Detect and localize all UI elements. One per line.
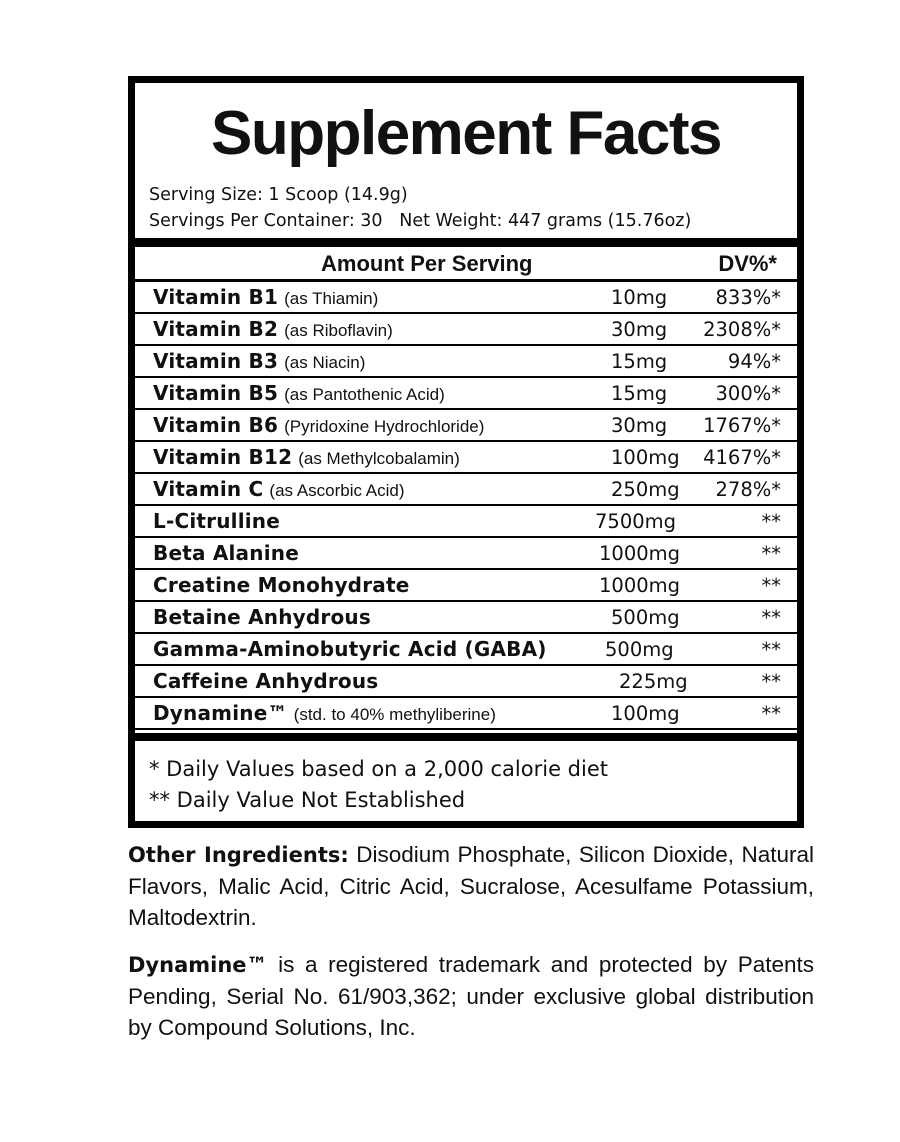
ingredient-amount: 250mg [611, 478, 680, 501]
table-header [135, 247, 797, 282]
ingredient-name-cell [153, 317, 393, 341]
ingredient-name-cell [153, 669, 378, 693]
table-row [135, 698, 797, 730]
ingredient-name: Betaine Anhydrous [153, 605, 371, 629]
ingredient-dv: ** [761, 702, 781, 725]
ingredient-dv: ** [761, 574, 781, 597]
footnote-not-established: ** Daily Value Not Established [149, 788, 466, 812]
other-ingredients-text: Disodium Phosphate, Silicon Dioxide, Natural Flavors, Malic Acid, Citric Acid, Sucralose, Acesulfame Potassium, Maltodextrin. [128, 842, 814, 930]
table-row [135, 538, 797, 570]
ingredient-dv: 4167%* [703, 446, 781, 469]
servings-per-container: Servings Per Container: 30 Net Weight: 447 grams (15.76oz) [149, 211, 692, 231]
dynamine-notice-text: is a registered trademark and protected by Patents Pending, Serial No. 61/903,362; under exclusive global distribution by Compound Solutions, Inc. [128, 952, 814, 1040]
ingredient-note: (as Riboflavin) [284, 321, 393, 340]
ingredient-name: Gamma-Aminobutyric Acid (GABA) [153, 637, 547, 661]
table-row [135, 410, 797, 442]
table-row [135, 282, 797, 314]
ingredient-amount: 1000mg [599, 542, 680, 565]
ingredient-dv: ** [761, 510, 781, 533]
ingredient-name: Creatine Monohydrate [153, 573, 410, 597]
ingredient-amount: 1000mg [599, 574, 680, 597]
ingredient-dv: 833%* [715, 286, 781, 309]
ingredient-amount: 500mg [605, 638, 674, 661]
ingredient-name: Beta Alanine [153, 541, 299, 565]
ingredient-name-cell [153, 605, 371, 629]
ingredient-name-cell [153, 413, 484, 437]
ingredient-name: Vitamin B2 [153, 317, 279, 341]
table-row [135, 666, 797, 698]
ingredient-name: Dynamine™ [153, 701, 288, 725]
supplement-facts-panel [128, 76, 804, 828]
ingredient-amount: 100mg [611, 702, 680, 725]
ingredient-name-cell [153, 381, 445, 405]
ingredient-name: Vitamin B6 [153, 413, 279, 437]
ingredient-note: (as Pantothenic Acid) [284, 385, 445, 404]
footnote-daily-values: * Daily Values based on a 2,000 calorie diet [149, 757, 608, 781]
ingredient-name-cell [153, 701, 496, 725]
ingredient-dv: 1767%* [703, 414, 781, 437]
ingredient-name: Caffeine Anhydrous [153, 669, 379, 693]
divider-bar-bottom [135, 733, 797, 741]
ingredient-name: Vitamin B5 [153, 381, 279, 405]
ingredient-note: (as Ascorbic Acid) [269, 481, 405, 500]
ingredient-note: (Pyridoxine Hydrochloride) [284, 417, 485, 436]
table-row [135, 442, 797, 474]
ingredient-amount: 100mg [611, 446, 680, 469]
ingredient-amount: 500mg [611, 606, 680, 629]
ingredient-name: L-Citrulline [153, 509, 281, 533]
ingredient-dv: 300%* [715, 382, 781, 405]
table-row [135, 506, 797, 538]
table-row [135, 346, 797, 378]
ingredient-dv: 278%* [715, 478, 781, 501]
ingredient-name-cell [153, 509, 280, 533]
ingredient-name: Vitamin B3 [153, 349, 279, 373]
ingredient-amount: 225mg [619, 670, 688, 693]
other-ingredients [128, 839, 814, 933]
table-row [135, 570, 797, 602]
ingredient-name-cell [153, 637, 547, 661]
amount-per-serving-heading: Amount Per Serving [321, 251, 533, 276]
ingredient-amount: 30mg [611, 318, 668, 341]
ingredient-amount: 15mg [611, 350, 668, 373]
table-row [135, 378, 797, 410]
serving-size: Serving Size: 1 Scoop (14.9g) [149, 185, 408, 205]
ingredient-dv: ** [761, 638, 781, 661]
ingredient-name-cell [153, 349, 365, 373]
ingredient-name-cell [153, 477, 405, 501]
ingredient-note: (std. to 40% methyliberine) [293, 705, 496, 724]
ingredient-note: (as Niacin) [284, 353, 366, 372]
ingredient-name-cell [153, 573, 409, 597]
table-row [135, 634, 797, 666]
divider-bar-top [135, 238, 797, 247]
table-row [135, 474, 797, 506]
ingredient-name-cell [153, 445, 460, 469]
ingredient-name-cell [153, 285, 378, 309]
ingredient-dv: ** [761, 670, 781, 693]
table-row [135, 314, 797, 346]
other-ingredients-label: Other Ingredients: [128, 843, 349, 867]
ingredient-name: Vitamin B1 [153, 285, 279, 309]
ingredient-name: Vitamin C [153, 477, 264, 501]
ingredient-amount: 7500mg [595, 510, 676, 533]
ingredient-note: (as Thiamin) [284, 289, 379, 308]
ingredient-dv: 94%* [727, 350, 781, 373]
ingredient-note: (as Methylcobalamin) [298, 449, 460, 468]
dynamine-notice-label: Dynamine™ [128, 953, 268, 977]
ingredient-amount: 10mg [611, 286, 668, 309]
ingredient-dv: 2308%* [703, 318, 781, 341]
ingredient-dv: ** [761, 542, 781, 565]
table-row [135, 602, 797, 634]
dv-heading: DV%* [718, 251, 777, 276]
dynamine-notice [128, 949, 814, 1043]
ingredient-amount: 15mg [611, 382, 668, 405]
ingredient-amount: 30mg [611, 414, 668, 437]
ingredient-name-cell [153, 541, 299, 565]
ingredient-name: Vitamin B12 [153, 445, 293, 469]
panel-title: Supplement Facts [211, 99, 721, 168]
ingredient-dv: ** [761, 606, 781, 629]
